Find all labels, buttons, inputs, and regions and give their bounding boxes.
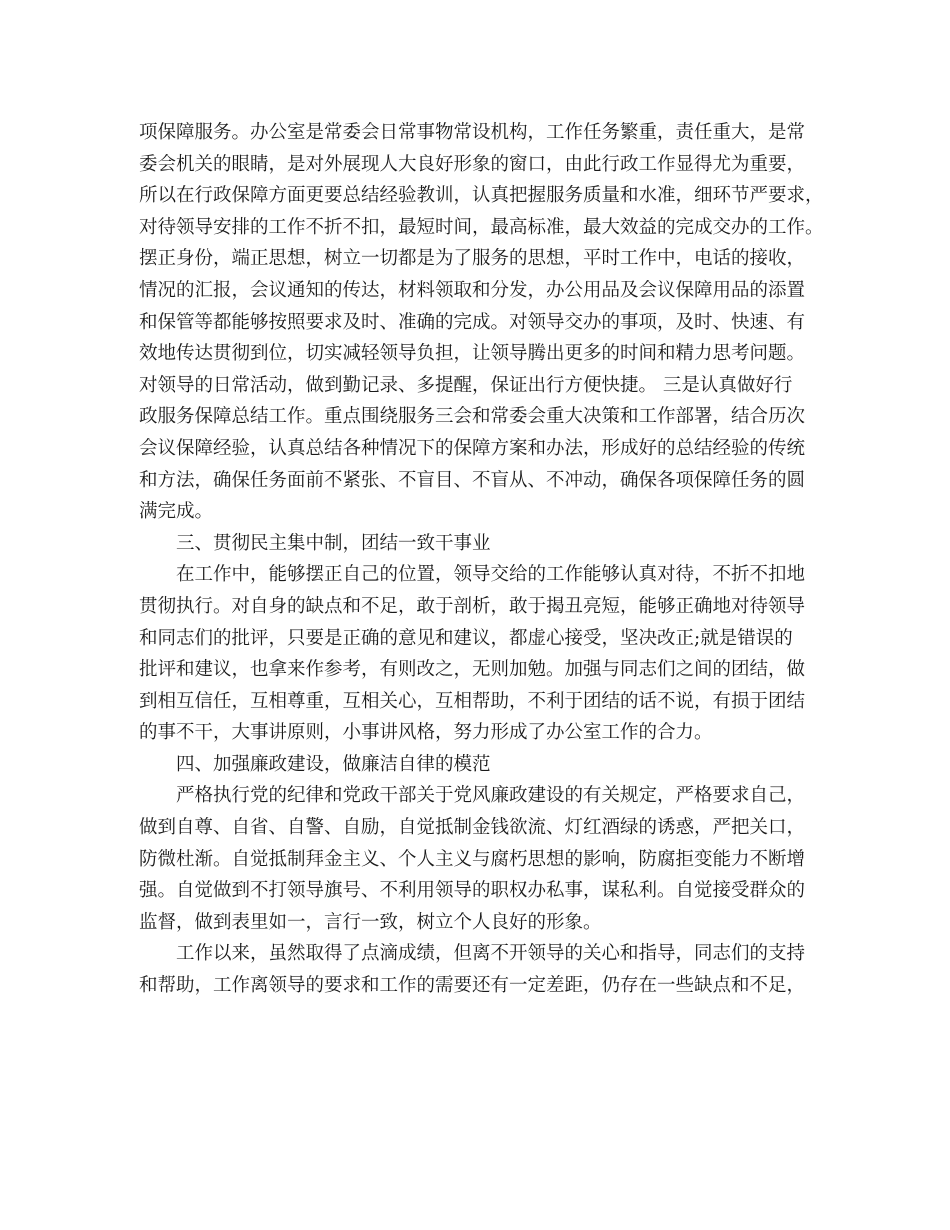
text-line: 所以在行政保障方面更要总结经验教训，认真把握服务质量和水准，细环节严要求， bbox=[139, 185, 824, 207]
text-line: 严格执行党的纪律和党政干部关于党风廉政建设的有关规定，严格要求自己， bbox=[176, 785, 806, 807]
text-line: 效地传达贯彻到位，切实减轻领导负担，让领导腾出更多的时间和精力思考问题。 bbox=[139, 343, 806, 365]
text-line: 批评和建议，也拿来作参考，有则改之，无则加勉。加强与同志们之间的团结，做 bbox=[139, 659, 806, 681]
text-line: 和保管等都能够按照要求及时、准确的完成。对领导交办的事项，及时、快速、有 bbox=[139, 311, 806, 333]
text-line: 做到自尊、自省、自警、自励，自觉抵制金钱欲流、灯红酒绿的诱惑，严把关口， bbox=[139, 817, 806, 839]
text-line: 会议保障经验，认真总结各种情况下的保障方案和办法，形成好的总结经验的传统 bbox=[139, 437, 806, 459]
text-line: 摆正身份，端正思想，树立一切都是为了服务的思想，平时工作中，电话的接收， bbox=[139, 248, 806, 270]
text-line: 防微杜渐。自觉抵制拜金主义、个人主义与腐朽思想的影响，防腐拒变能力不断增 bbox=[139, 848, 806, 870]
text-line: 和帮助，工作离领导的要求和工作的需要还有一定差距，仍存在一些缺点和不足， bbox=[139, 975, 806, 997]
text-line: 对待领导安排的工作不折不扣，最短时间，最高标准，最大效益的完成交办的工作。 bbox=[139, 216, 824, 238]
text-line: 三、贯彻民主集中制，团结一致干事业 bbox=[176, 532, 491, 554]
text-line: 监督，做到表里如一，言行一致，树立个人良好的形象。 bbox=[139, 911, 602, 933]
text-line: 的事不干，大事讲原则，小事讲风格，努力形成了办公室工作的合力。 bbox=[139, 722, 713, 744]
text-line: 满完成。 bbox=[139, 501, 214, 523]
text-line: 到相互信任，互相尊重，互相关心，互相帮助，不利于团结的话不说，有损于团结 bbox=[139, 690, 806, 712]
text-line: 项保障服务。办公室是常委会日常事物常设机构，工作任务繁重，责任重大，是常 bbox=[139, 122, 806, 143]
text-line: 政服务保障总结工作。重点围绕服务三会和常委会重大决策和工作部署，结合历次 bbox=[139, 406, 806, 428]
text-line: 强。自觉做到不打领导旗号、不利用领导的职权办私事，谋私利。自觉接受群众的 bbox=[139, 880, 806, 902]
text-line: 情况的汇报，会议通知的传达，材料领取和分发，办公用品及会议保障用品的添置 bbox=[139, 279, 806, 301]
text-line: 贯彻执行。对自身的缺点和不足，敢于剖析，敢于揭丑亮短，能够正确地对待领导 bbox=[139, 595, 806, 617]
text-line: 和同志们的批评，只要是正确的意见和建议，都虚心接受，坚决改正;就是错误的 bbox=[139, 627, 793, 649]
text-line: 对领导的日常活动，做到勤记录、多提醒，保证出行方便快捷。 三是认真做好行 bbox=[139, 374, 793, 396]
text-line: 四、加强廉政建设，做廉洁自律的模范 bbox=[176, 753, 491, 775]
body-text bbox=[139, 117, 824, 1002]
text-line: 和方法，确保任务面前不紧张、不盲目、不盲从、不冲动，确保各项保障任务的圆 bbox=[139, 469, 806, 491]
text-line: 在工作中，能够摆正自己的位置，领导交给的工作能够认真对待，不折不扣地 bbox=[176, 564, 806, 586]
text-line: 工作以来，虽然取得了点滴成绩，但离不开领导的关心和指导，同志们的支持 bbox=[176, 943, 806, 965]
text-line: 委会机关的眼睛，是对外展现人大良好形象的窗口，由此行政工作显得尤为重要， bbox=[139, 153, 806, 175]
